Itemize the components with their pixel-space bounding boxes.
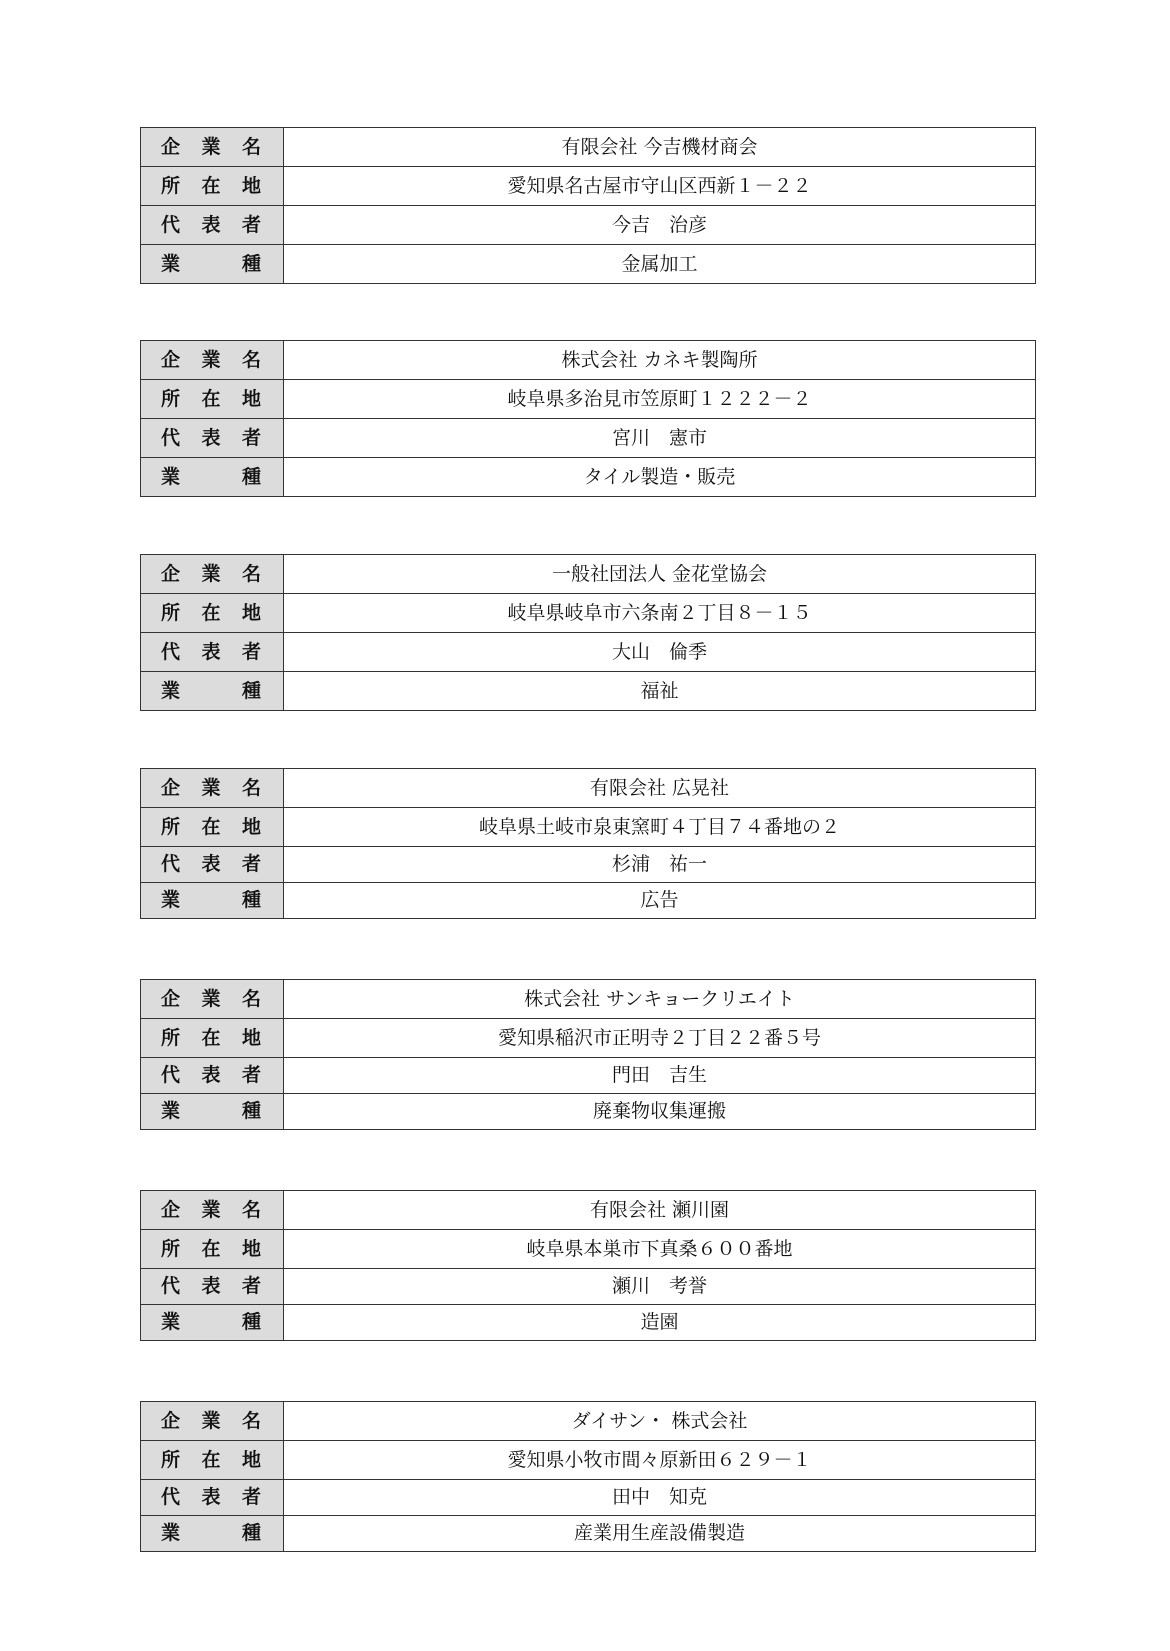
label-industry: 業 種 <box>141 1305 284 1341</box>
label-industry: 業 種 <box>141 1094 284 1130</box>
label-address: 所 在 地 <box>141 167 284 206</box>
label-representative: 代 表 者 <box>141 1058 284 1094</box>
company-name: 株式会社 カネキ製陶所 <box>284 341 1036 380</box>
company-representative: 瀬川 考誉 <box>284 1269 1036 1305</box>
company-industry: 造園 <box>284 1305 1036 1341</box>
company-representative: 杉浦 祐一 <box>284 847 1036 883</box>
label-company-name: 企 業 名 <box>141 128 284 167</box>
company-name: 有限会社 広晃社 <box>284 769 1036 808</box>
company-representative: 門田 吉生 <box>284 1058 1036 1094</box>
label-address: 所 在 地 <box>141 1230 284 1269</box>
company-address: 岐阜県土岐市泉東窯町４丁目７４番地の２ <box>284 808 1036 847</box>
company-representative: 田中 知克 <box>284 1480 1036 1516</box>
company-industry: 金属加工 <box>284 245 1036 284</box>
label-industry: 業 種 <box>141 672 284 711</box>
label-industry: 業 種 <box>141 245 284 284</box>
company-table-2 <box>140 340 1036 497</box>
label-address: 所 在 地 <box>141 1441 284 1480</box>
label-address: 所 在 地 <box>141 594 284 633</box>
company-table-4 <box>140 768 1036 919</box>
label-company-name: 企 業 名 <box>141 769 284 808</box>
company-table-6 <box>140 1190 1036 1341</box>
company-address: 愛知県稲沢市正明寺２丁目２２番５号 <box>284 1019 1036 1058</box>
label-representative: 代 表 者 <box>141 847 284 883</box>
company-industry: 広告 <box>284 883 1036 919</box>
label-address: 所 在 地 <box>141 808 284 847</box>
company-address: 岐阜県本巣市下真桑６００番地 <box>284 1230 1036 1269</box>
label-company-name: 企 業 名 <box>141 1402 284 1441</box>
company-representative: 宮川 憲市 <box>284 419 1036 458</box>
company-address: 岐阜県多治見市笠原町１２２２－２ <box>284 380 1036 419</box>
company-address: 愛知県名古屋市守山区西新１－２２ <box>284 167 1036 206</box>
company-name: 株式会社 サンキョークリエイト <box>284 980 1036 1019</box>
label-representative: 代 表 者 <box>141 1269 284 1305</box>
company-industry: 福祉 <box>284 672 1036 711</box>
company-address: 岐阜県岐阜市六条南２丁目８－１５ <box>284 594 1036 633</box>
company-industry: 廃棄物収集運搬 <box>284 1094 1036 1130</box>
company-table-1 <box>140 127 1036 284</box>
company-name: 有限会社 今吉機材商会 <box>284 128 1036 167</box>
company-representative: 今吉 治彦 <box>284 206 1036 245</box>
label-company-name: 企 業 名 <box>141 980 284 1019</box>
label-industry: 業 種 <box>141 458 284 497</box>
label-industry: 業 種 <box>141 1516 284 1552</box>
company-name: 有限会社 瀬川園 <box>284 1191 1036 1230</box>
label-representative: 代 表 者 <box>141 206 284 245</box>
label-industry: 業 種 <box>141 883 284 919</box>
label-representative: 代 表 者 <box>141 1480 284 1516</box>
label-address: 所 在 地 <box>141 380 284 419</box>
label-company-name: 企 業 名 <box>141 341 284 380</box>
label-representative: 代 表 者 <box>141 419 284 458</box>
company-table-3 <box>140 554 1036 711</box>
label-representative: 代 表 者 <box>141 633 284 672</box>
company-name: ダイサン・ 株式会社 <box>284 1402 1036 1441</box>
label-company-name: 企 業 名 <box>141 555 284 594</box>
company-table-5 <box>140 979 1036 1130</box>
company-address: 愛知県小牧市間々原新田６２９－１ <box>284 1441 1036 1480</box>
company-representative: 大山 倫季 <box>284 633 1036 672</box>
company-table-7 <box>140 1401 1036 1552</box>
label-address: 所 在 地 <box>141 1019 284 1058</box>
company-industry: タイル製造・販売 <box>284 458 1036 497</box>
label-company-name: 企 業 名 <box>141 1191 284 1230</box>
company-industry: 産業用生産設備製造 <box>284 1516 1036 1552</box>
company-name: 一般社団法人 金花堂協会 <box>284 555 1036 594</box>
